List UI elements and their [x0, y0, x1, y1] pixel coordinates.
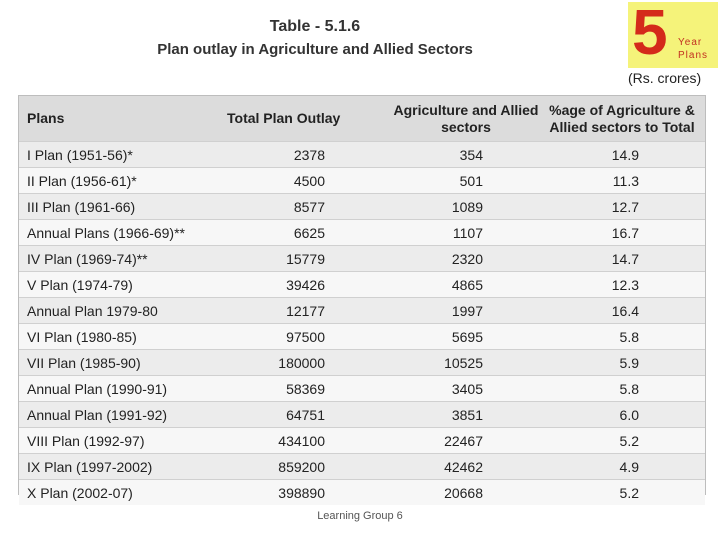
total-outlay-cell: 58369: [227, 376, 393, 402]
percentage-cell: 14.7: [539, 246, 705, 272]
plan-name-cell: IV Plan (1969-74)**: [19, 246, 227, 272]
table-title: Plan outlay in Agriculture and Allied Sectors: [157, 41, 473, 58]
total-outlay-cell: 8577: [227, 194, 393, 220]
agriculture-outlay-cell: 1107: [393, 220, 539, 246]
percentage-cell: 5.8: [539, 324, 705, 350]
table-row: [19, 480, 705, 506]
percentage-cell: 16.7: [539, 220, 705, 246]
percentage-cell: 5.2: [539, 428, 705, 454]
header-plans: Plans: [19, 96, 227, 142]
plan-name-cell: VIII Plan (1992-97): [19, 428, 227, 454]
agriculture-outlay-cell: 1997: [393, 298, 539, 324]
agriculture-outlay-cell: 1089: [393, 194, 539, 220]
table-row: [19, 194, 705, 220]
plan-outlay-table: [19, 96, 705, 505]
total-outlay-cell: 859200: [227, 454, 393, 480]
agriculture-outlay-cell: 3405: [393, 376, 539, 402]
table-row: [19, 350, 705, 376]
header-percentage: %age of Agriculture & Allied sectors to Total: [539, 96, 705, 142]
plan-name-cell: Annual Plan 1979-80: [19, 298, 227, 324]
percentage-cell: 5.9: [539, 350, 705, 376]
percentage-cell: 16.4: [539, 298, 705, 324]
plan-name-cell: III Plan (1961-66): [19, 194, 227, 220]
table-row: [19, 324, 705, 350]
logo-text: [678, 36, 708, 62]
agriculture-outlay-cell: 354: [393, 142, 539, 168]
total-outlay-cell: 12177: [227, 298, 393, 324]
units-label: (Rs. crores): [628, 70, 702, 86]
plan-name-cell: Annual Plan (1991-92): [19, 402, 227, 428]
title-block: [0, 18, 720, 58]
logo-text-line2: Plans: [678, 50, 709, 61]
total-outlay-cell: 2378: [227, 142, 393, 168]
agriculture-outlay-cell: 10525: [393, 350, 539, 376]
table-body: [19, 142, 705, 506]
plan-name-cell: V Plan (1974-79): [19, 272, 227, 298]
plan-name-cell: Annual Plan (1990-91): [19, 376, 227, 402]
table-row: [19, 376, 705, 402]
table-row: [19, 298, 705, 324]
plan-name-cell: X Plan (2002-07): [19, 480, 227, 506]
percentage-cell: 5.8: [539, 376, 705, 402]
plan-name-cell: Annual Plans (1966-69)**: [19, 220, 227, 246]
percentage-cell: 12.7: [539, 194, 705, 220]
table-row: [19, 428, 705, 454]
total-outlay-cell: 180000: [227, 350, 393, 376]
table-row: [19, 402, 705, 428]
percentage-cell: 12.3: [539, 272, 705, 298]
footer-text: Learning Group 6: [317, 510, 403, 522]
agriculture-outlay-cell: 42462: [393, 454, 539, 480]
total-outlay-cell: 434100: [227, 428, 393, 454]
total-outlay-cell: 15779: [227, 246, 393, 272]
table-number: Table - 5.1.6: [269, 18, 361, 35]
agriculture-outlay-cell: 501: [393, 168, 539, 194]
logo-text-line1: Year: [678, 37, 703, 48]
agriculture-outlay-cell: 20668: [393, 480, 539, 506]
table-row: [19, 272, 705, 298]
table-row: [19, 142, 705, 168]
logo-number: 5: [632, 0, 668, 68]
table-frame: [18, 95, 706, 501]
plan-name-cell: II Plan (1956-61)*: [19, 168, 227, 194]
agriculture-outlay-cell: 22467: [393, 428, 539, 454]
percentage-cell: 5.2: [539, 480, 705, 506]
total-outlay-cell: 64751: [227, 402, 393, 428]
percentage-cell: 4.9: [539, 454, 705, 480]
header-agriculture: Agriculture and Allied sectors: [393, 96, 539, 142]
total-outlay-cell: 4500: [227, 168, 393, 194]
plan-name-cell: VI Plan (1980-85): [19, 324, 227, 350]
table-row: [19, 220, 705, 246]
table-row: [19, 168, 705, 194]
percentage-cell: 11.3: [539, 168, 705, 194]
percentage-cell: 6.0: [539, 402, 705, 428]
total-outlay-cell: 6625: [227, 220, 393, 246]
agriculture-outlay-cell: 3851: [393, 402, 539, 428]
total-outlay-cell: 39426: [227, 272, 393, 298]
header-row: [19, 96, 705, 142]
plan-name-cell: IX Plan (1997-2002): [19, 454, 227, 480]
agriculture-outlay-cell: 4865: [393, 272, 539, 298]
table-row: [19, 246, 705, 272]
header-total-outlay: Total Plan Outlay: [227, 96, 393, 142]
plan-name-cell: VII Plan (1985-90): [19, 350, 227, 376]
percentage-cell: 14.9: [539, 142, 705, 168]
table-row: [19, 454, 705, 480]
total-outlay-cell: 398890: [227, 480, 393, 506]
total-outlay-cell: 97500: [227, 324, 393, 350]
plan-name-cell: I Plan (1951-56)*: [19, 142, 227, 168]
agriculture-outlay-cell: 5695: [393, 324, 539, 350]
agriculture-outlay-cell: 2320: [393, 246, 539, 272]
five-year-plans-logo: [628, 2, 718, 68]
